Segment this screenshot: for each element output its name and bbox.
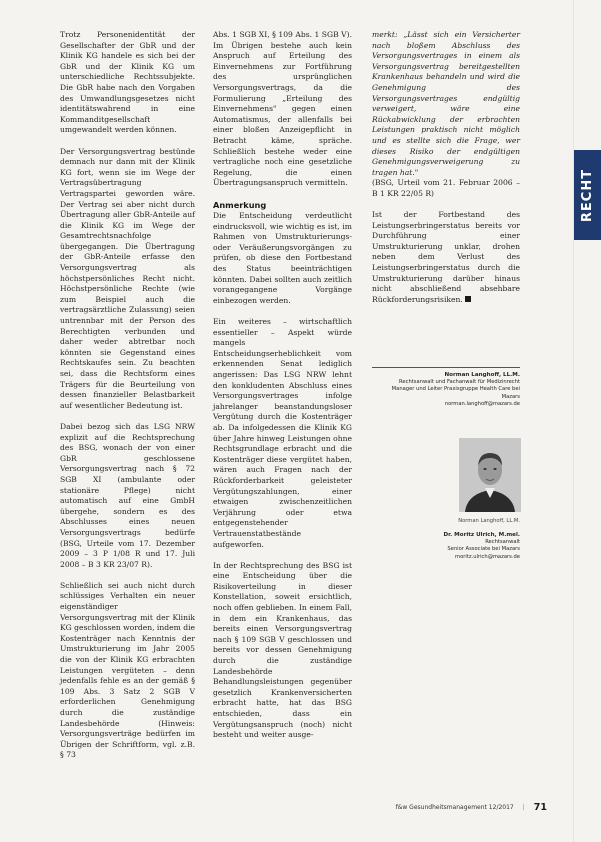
author-title: Rechtsanwalt	[485, 539, 520, 546]
paragraph: Schließlich sei auch nicht durch schlüssiges Verhalten ein neuer eigenständiger Versorgungsvertrag mit der Klinik KG geschlossen worden, indem die Kostenträger nach Kenntnis der Umstrukturierung im Jahr 2005 die von der Klinik KG erbrachten Leistungen vergüteten – denn jedenfalls fehle es an der gemäß § 109 Abs. 3 Satz 2 SGB V erforderlichen Genehmigung durch die zuständige Landesbehörde (Hinweis: Versorgungsverträge bedürfen im Übrigen der Schriftform, vgl. z.B. § 73	[60, 580, 195, 760]
margin-rule	[573, 0, 574, 842]
publication-name: f&w Gesundheitsmanagement 12/2017	[395, 804, 514, 811]
end-mark-icon	[465, 296, 471, 302]
quote-text: merkt: „Lässt sich ein Versicherter nach bloßem Abschluss des Versorgungsvertrages in einem als Versorgungsvertrag bereitgestellten Krankenhaus behandeln und wird die Genehmigung des Versorgungsvertrages endgültig verweigert, wäre eine Rückabwicklung der erbrachten Leistungen praktisch nicht möglich und es stellte sich die Frage, wer dieses Risiko der endgültigen Genehmigungsverweigerung zu tragen hat."	[372, 30, 520, 177]
portrait-caption: Norman Langhoff, LL.M.	[458, 518, 520, 524]
author-title: Rechtsanwalt und Fachanwalt für Medizinrecht	[399, 379, 520, 386]
author-name: Norman Langhoff, LL.M.	[444, 372, 520, 378]
author-email: moritz.ulrich@mazars.de	[455, 553, 520, 560]
paragraph: Trotz Personenidentität der Gesellschafter der GbR und der Klinik KG handele es sich bei der GbR und der Klinik KG um unterschiedliche Rechtssubjekte. Die GbR habe nach den Vorgaben des Umwandlungsgesetzes nicht identitätswahrend in eine Kommanditgesellschaft umgewandelt werden können.	[60, 30, 195, 135]
paragraph: Abs. 1 SGB XI, § 109 Abs. 1 SGB V). Im Übrigen bestehe auch kein Anspruch auf Erteilung des Einvernehmens zur Fortführung des ursprünglichen Versorgungsvertrags, da die Formulierung „Erteilung des Einvernehmens" gegen einen Automatismus, der allenfalls bei einer bloßen Anzeigepflicht in Betracht käme, spräche. Schließlich bestehe weder eine vertragliche noch eine gesetzliche Regelung, die einen Übertragungsanspruch vermitteln.	[213, 30, 352, 188]
author-role: Senior Associate bei Mazars	[447, 546, 520, 553]
closing-paragraph	[372, 210, 520, 305]
paragraph: Die Entscheidung verdeutlicht eindrucksvoll, wie wichtig es ist, im Rahmen von Umstrukturierungs- oder Veräußerungsvorgängen zu prüfen, ob diese den Fortbestand des Status beeinträchtigen könnten. Dabei sollten auch zeitlich vorangegangene Vorgänge einbezogen werden.	[213, 211, 352, 305]
author-portrait	[459, 438, 521, 512]
page-footer	[372, 802, 547, 813]
footer-divider: |	[522, 804, 525, 811]
text-column-1	[60, 30, 195, 772]
paragraph: Ein weiteres – wirtschaftlich essentieller – Aspekt würde mangels Entscheidungserheblichkeit vom erkennenden Senat lediglich angerissen: Das LSG NRW lehnt den konkludenten Abschluss eines Versorgungsvertrages infolge jahrelanger beanstandungsloser Vergütung durch die Kostenträger ab. Da infolgedessen die Klinik KG über Jahre hinweg Leistungen ohne Rechtsgrundlage erbracht und die Kostenträger diese vergütet haben, wären auch Fragen nach der Rückforderbarkeit geleisteter Vergütungszahlungen, einer etwaigen zwischenzeitlichen Verjährung oder etwa entgegenstehender Vertrauenstatbestände aufgeworfen.	[213, 317, 352, 549]
citation: (BSG, Urteil vom 21. Februar 2006 – B 1 KR 22/05 R)	[372, 178, 520, 198]
section-rubric	[574, 150, 601, 240]
author-name: Dr. Moritz Ulrich, M.mel.	[443, 532, 520, 538]
text-column-3	[372, 30, 520, 316]
rubric-label: RECHT	[580, 168, 595, 222]
author-box-1	[372, 367, 520, 408]
paragraph: Dabei bezog sich das LSG NRW explizit auf die Rechtsprechung des BSG, wonach der von einer GbR geschlossene Versorgungsvertrag nach § 72 SGB XI (ambulante oder stationäre Pflege) nicht automatisch auf eine GmbH übergehe, sondern es des Abschlusses eines neuen Versorgungsvertrags bedürfe (BSG, Urteile vom 17. Dezember 2009 – 3 P 1/08 R und 17. Juli 2008 – B 3 KR 23/07 R).	[60, 421, 195, 569]
section-heading: Anmerkung	[213, 199, 267, 210]
paragraph: In der Rechtsprechung des BSG ist eine Entscheidung über die Risikoverteilung in dieser Konstellation, soweit ersichtlich, noch offen geblieben. In einem Fall, in dem ein Krankenhaus, das bereits einen Versorgungsvertrag nach § 109 SGB V geschlossen und bereits vor dessen Genehmigung durch die zuständige Landesbehörde Behandlungsleistungen gegenüber gesetzlich Krankenversicherten erbracht hatte, hat das BSG entschieden, dass ein Vergütungsanspruch (noch) nicht besteht und weiter ausge-	[213, 560, 352, 740]
author-email: norman.langhoff@mazars.de	[444, 400, 520, 407]
paragraph: Der Versorgungsvertrag bestünde demnach nur dann mit der Klinik KG fort, wenn sie im Wege der Vertragsübertragung Vertragspartei geworden wäre. Der Vertrag sei aber nicht durch Übertragung aller GbR-Anteile auf die Klinik KG im Wege der Gesamtrechtsnachfolge übergegangen. Die Übertragung der GbR-Anteile erfasse den Versorgungsvertrag als höchstpersönliches Recht nicht. Höchstpersönliche Rechte (wie zum Beispiel auch die vertragsärztliche Zulassung) seien untrennbar mit der Person des Berechtigten verbunden und daher weder abtretbar noch könnten sie Gegenstand eines Rechtskaufes sein. Zu beachten sei, dass die Rechtsform eines Trägers für die Beurteilung von dessen finanzieller Belastbarkeit auf wesentlicher Bedeutung ist.	[60, 146, 195, 410]
author-role: Manager und Leiter Praxisgruppe Health Care bei Mazars	[391, 386, 520, 400]
closing-text: Ist der Fortbestand des Leistungserbringerstatus bereits vor Durchführung einer Umstrukturierung unklar, drohen neben dem Verlust des Leistungserbringerstatus durch die Umstrukturierung darüber hinaus nicht abschließend absehbare Rückforderungsrisiken.	[372, 210, 520, 304]
author-box-2	[372, 532, 520, 561]
quote-paragraph	[372, 30, 520, 178]
page-number: 71	[533, 802, 547, 813]
text-column-2	[213, 30, 352, 751]
